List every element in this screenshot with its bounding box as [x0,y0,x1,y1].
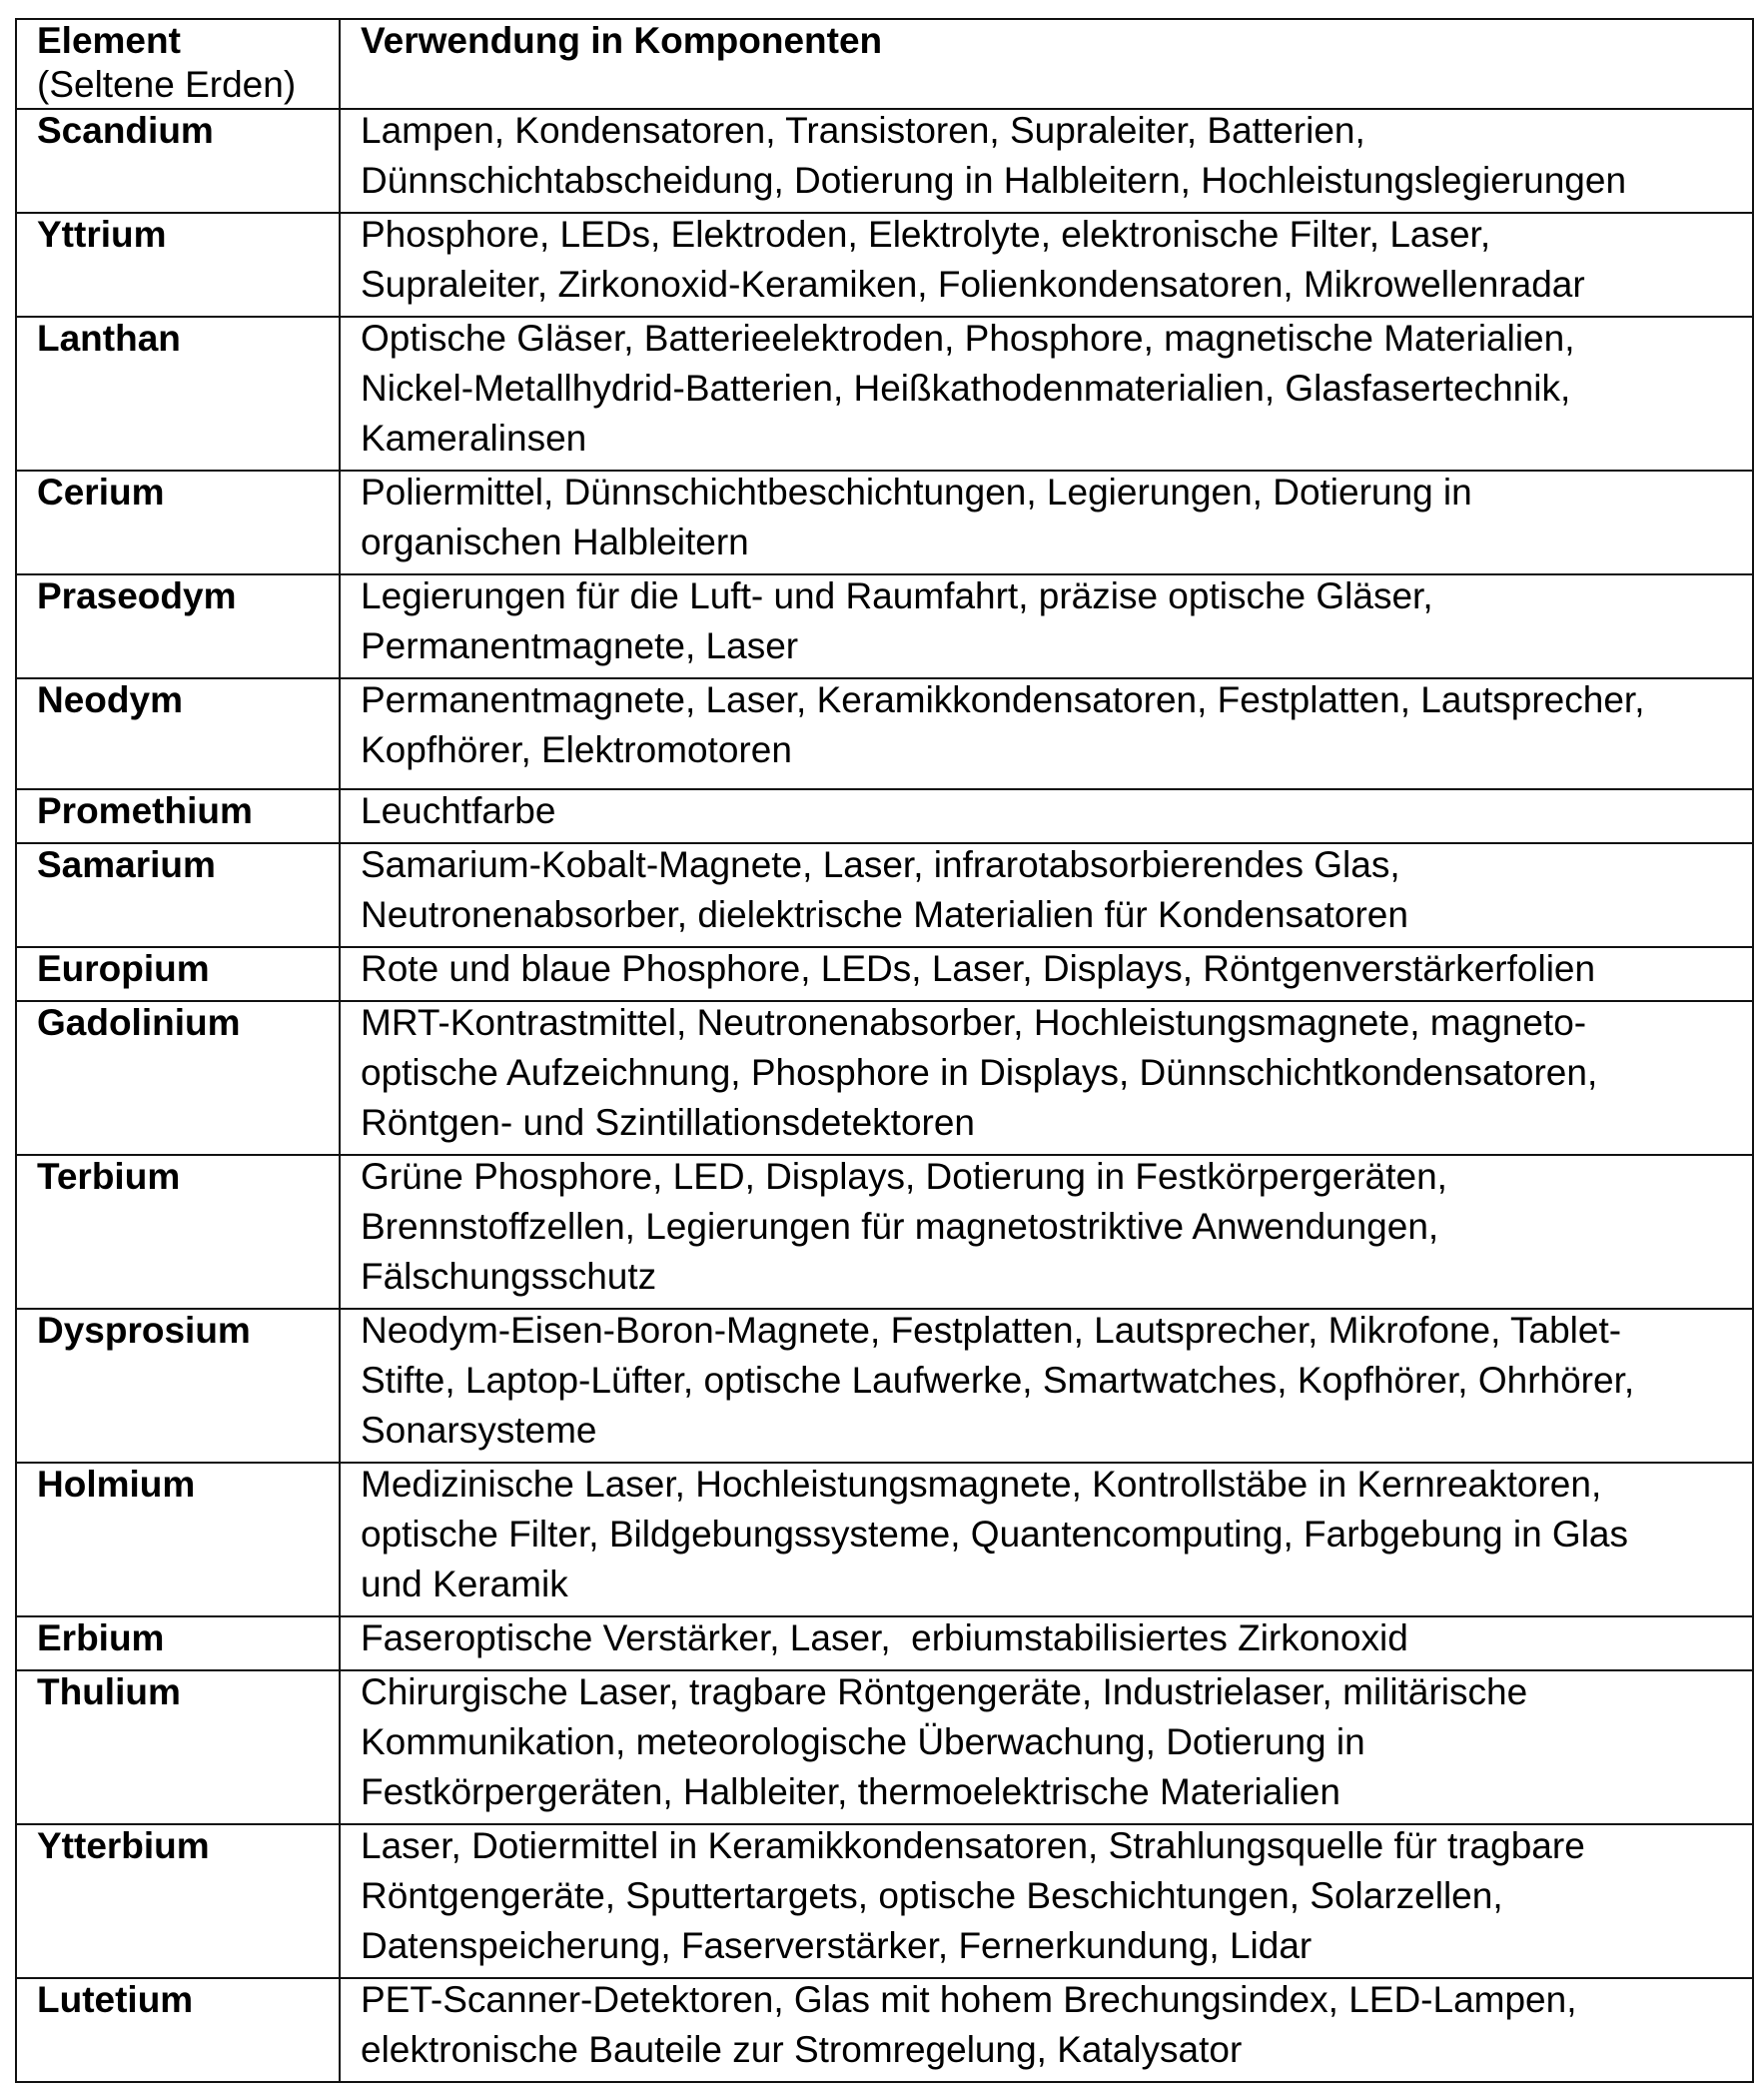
table-row [16,317,1753,471]
element-cell [16,789,340,843]
usage-text-line: Supraleiter, Zirkonoxid-Keramiken, Folienkondensatoren, Mikrowellenradar [361,264,1585,305]
usage-text-line: Kopfhörer, Elektromotoren [361,729,792,770]
element-cell [16,947,340,1001]
element-name: Erbium [37,1617,165,1658]
element-cell [16,574,340,678]
usage-text-line: Festkörpergeräten, Halbleiter, thermoelektrische Materialien [361,1771,1340,1812]
usage-cell [340,574,1753,678]
usage-text-line: Samarium-Kobalt-Magnete, Laser, infrarotabsorbierendes Glas, [361,844,1400,885]
usage-text-line: Datenspeicherung, Faserverstärker, Fernerkundung, Lidar [361,1925,1313,1966]
usage-text-line: Permanentmagnete, Laser, Keramikkondensatoren, Festplatten, Lautsprecher, [361,679,1645,720]
element-name: Cerium [37,472,165,513]
element-cell [16,1155,340,1309]
usage-text-line: Neodym-Eisen-Boron-Magnete, Festplatten, Lautsprecher, Mikrofone, Tablet- [361,1310,1622,1351]
usage-cell [340,947,1753,1001]
usage-text-line: Rote und blaue Phosphore, LEDs, Laser, Displays, Röntgenverstärkerfolien [361,948,1596,989]
usage-text-line: organischen Halbleitern [361,522,749,562]
usage-text-line: MRT-Kontrastmittel, Neutronenabsorber, Hochleistungsmagnete, magneto- [361,1002,1587,1043]
usage-text-line: Lampen, Kondensatoren, Transistoren, Supraleiter, Batterien, [361,110,1365,151]
usage-text-line: Medizinische Laser, Hochleistungsmagnete, Kontrollstäbe in Kernreaktoren, [361,1464,1602,1505]
usage-text-line: Laser, Dotiermittel in Keramikkondensatoren, Strahlungsquelle für tragbare [361,1825,1585,1866]
element-cell [16,843,340,947]
usage-text-line: und Keramik [361,1564,568,1604]
usage-cell [340,789,1753,843]
usage-text-line: Stifte, Laptop-Lüfter, optische Laufwerke, Smartwatches, Kopfhörer, Ohrhörer, [361,1360,1635,1401]
usage-text-line: Legierungen für die Luft- und Raumfahrt, präzise optische Gläser, [361,575,1433,616]
usage-cell [340,1463,1753,1616]
usage-text-line: elektronische Bauteile zur Stromregelung, Katalysator [361,2029,1243,2070]
usage-text-line: Leuchtfarbe [361,790,556,831]
header-cell-element [16,19,340,109]
usage-text-line: Kommunikation, meteorologische Überwachung, Dotierung in [361,1721,1365,1762]
table-row [16,1155,1753,1309]
element-name: Praseodym [37,575,237,616]
usage-text-line: Phosphore, LEDs, Elektroden, Elektrolyte, elektronische Filter, Laser, [361,214,1491,255]
usage-text-line: Faseroptische Verstärker, Laser, erbiumstabilisiertes Zirkonoxid [361,1617,1408,1658]
header-element-subtitle: (Seltene Erden) [37,64,297,105]
element-name: Lutetium [37,1979,194,2020]
table-row [16,471,1753,574]
usage-text-line: Röntgen- und Szintillationsdetektoren [361,1102,975,1143]
header-element-title: Element [37,20,181,61]
table-row [16,574,1753,678]
usage-text-line: Nickel-Metallhydrid-Batterien, Heißkathodenmaterialien, Glasfasertechnik, [361,368,1571,409]
element-cell [16,1670,340,1824]
usage-cell [340,109,1753,213]
element-name: Ytterbium [37,1825,210,1866]
table-row [16,1309,1753,1463]
table-row [16,1670,1753,1824]
table-row [16,678,1753,789]
usage-cell [340,678,1753,789]
table-row [16,1978,1753,2082]
usage-cell [340,1309,1753,1463]
usage-cell [340,1155,1753,1309]
table-row [16,947,1753,1001]
element-cell [16,317,340,471]
header-usage-title: Verwendung in Komponenten [361,20,883,61]
usage-text-line: optische Filter, Bildgebungssysteme, Quantencomputing, Farbgebung in Glas [361,1514,1629,1555]
element-name: Gadolinium [37,1002,241,1043]
usage-text-line: Brennstoffzellen, Legierungen für magnetostriktive Anwendungen, [361,1206,1439,1247]
usage-text-line: Fälschungsschutz [361,1256,657,1297]
element-name: Neodym [37,679,183,720]
header-cell-usage [340,19,1753,109]
table-header-row [16,19,1753,109]
usage-text-line: PET-Scanner-Detektoren, Glas mit hohem Brechungsindex, LED-Lampen, [361,1979,1577,2020]
element-name: Terbium [37,1156,181,1197]
usage-cell [340,1978,1753,2082]
element-cell [16,1978,340,2082]
usage-cell [340,317,1753,471]
element-cell [16,1309,340,1463]
usage-text-line: optische Aufzeichnung, Phosphore in Displays, Dünnschichtkondensatoren, [361,1052,1598,1093]
table-row [16,1616,1753,1670]
usage-text-line: Optische Gläser, Batterieelektroden, Phosphore, magnetische Materialien, [361,318,1575,359]
usage-text-line: Permanentmagnete, Laser [361,625,799,666]
usage-text-line: Chirurgische Laser, tragbare Röntgengeräte, Industrielaser, militärische [361,1671,1528,1712]
element-name: Scandium [37,110,214,151]
rare-earth-usage-table [15,18,1754,2083]
element-cell [16,1001,340,1155]
table-body [16,19,1753,2082]
usage-cell [340,471,1753,574]
element-cell [16,213,340,317]
usage-cell [340,1001,1753,1155]
usage-text-line: Kameralinsen [361,418,587,459]
element-name: Holmium [37,1464,196,1505]
usage-text-line: Dünnschichtabscheidung, Dotierung in Halbleitern, Hochleistungslegierungen [361,160,1627,201]
usage-cell [340,1670,1753,1824]
element-cell [16,678,340,789]
element-name: Samarium [37,844,216,885]
element-cell [16,109,340,213]
element-name: Yttrium [37,214,167,255]
element-name: Dysprosium [37,1310,251,1351]
usage-text-line: Grüne Phosphore, LED, Displays, Dotierung in Festkörpergeräten, [361,1156,1447,1197]
usage-cell [340,843,1753,947]
usage-cell [340,1616,1753,1670]
table-row [16,1824,1753,1978]
table-row [16,1463,1753,1616]
element-cell [16,1616,340,1670]
usage-text-line: Röntgengeräte, Sputtertargets, optische Beschichtungen, Solarzellen, [361,1875,1503,1916]
table-row [16,109,1753,213]
table-row [16,843,1753,947]
table-row [16,789,1753,843]
element-name: Lanthan [37,318,181,359]
element-name: Europium [37,948,210,989]
usage-text-line: Neutronenabsorber, dielektrische Materialien für Kondensatoren [361,894,1408,935]
element-cell [16,471,340,574]
element-cell [16,1824,340,1978]
element-name: Promethium [37,790,253,831]
table-row [16,1001,1753,1155]
usage-cell [340,213,1753,317]
usage-text-line: Poliermittel, Dünnschichtbeschichtungen, Legierungen, Dotierung in [361,472,1472,513]
element-name: Thulium [37,1671,181,1712]
usage-cell [340,1824,1753,1978]
element-cell [16,1463,340,1616]
usage-text-line: Sonarsysteme [361,1410,597,1451]
table-row [16,213,1753,317]
